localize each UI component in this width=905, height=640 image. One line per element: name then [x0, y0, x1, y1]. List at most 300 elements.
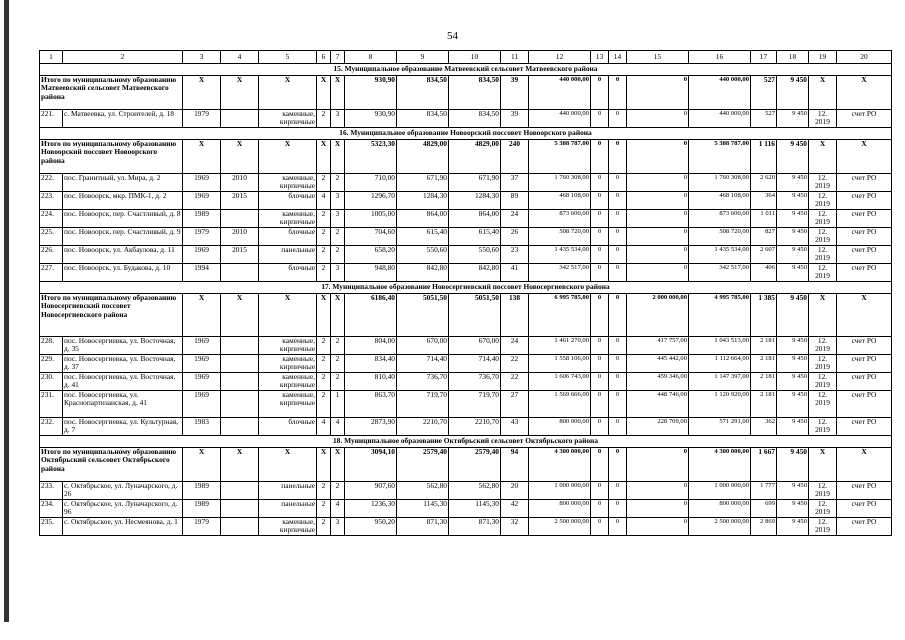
- total-cell: X: [317, 76, 331, 110]
- column-number: 17: [751, 51, 777, 64]
- total-cell: 2 000 000,00: [627, 294, 689, 337]
- table-cell: 1145,30: [397, 500, 449, 518]
- table-cell: 4: [317, 192, 331, 210]
- total-cell: X: [221, 294, 259, 337]
- total-cell: 0: [591, 294, 609, 337]
- total-cell: X: [259, 448, 317, 482]
- total-cell: X: [259, 294, 317, 337]
- table-cell: 2: [317, 518, 331, 536]
- column-number: 12: [529, 51, 591, 64]
- table-cell: 9 450: [777, 110, 809, 128]
- table-cell: пос. Новоорск, пер. Счастливый, д. 9: [63, 228, 183, 246]
- table-cell: панельные: [259, 482, 317, 500]
- table-cell: [221, 373, 259, 391]
- table-cell: 550,60: [449, 246, 501, 264]
- table-cell: 468 108,00: [529, 192, 591, 210]
- table-cell: 3: [331, 192, 345, 210]
- table-cell: 342 517,00: [689, 264, 751, 282]
- total-cell: 6 995 785,00: [529, 294, 591, 337]
- table-cell: 864,00: [397, 210, 449, 228]
- total-cell: 0: [627, 140, 689, 174]
- total-cell: 834,50: [397, 76, 449, 110]
- table-cell: 0: [591, 518, 609, 536]
- register-table: [39, 50, 892, 536]
- total-cell: X: [221, 140, 259, 174]
- table-cell: счет РО: [837, 110, 892, 128]
- table-cell: [221, 500, 259, 518]
- table-cell: 948,80: [345, 264, 397, 282]
- table-cell: 417 757,00: [627, 337, 689, 355]
- table-cell: 9 450: [777, 373, 809, 391]
- table-cell: 0: [627, 482, 689, 500]
- table-cell: 873 600,00: [529, 210, 591, 228]
- table-cell: 448 746,00: [627, 391, 689, 418]
- table-cell: 1979: [183, 110, 221, 128]
- table-cell: блочные: [259, 418, 317, 436]
- section-total-row: [40, 140, 892, 174]
- table-cell: 0: [591, 228, 609, 246]
- table-cell: 0: [627, 500, 689, 518]
- table-cell: 2873,90: [345, 418, 397, 436]
- table-cell: 871,30: [397, 518, 449, 536]
- table-cell: счет РО: [837, 192, 892, 210]
- table-cell: 571 291,00: [689, 418, 751, 436]
- table-cell: 1969: [183, 355, 221, 373]
- table-cell: пос. Гранитный, ул. Мира, д. 2: [63, 174, 183, 192]
- total-cell: X: [317, 140, 331, 174]
- table-cell: 0: [627, 210, 689, 228]
- table-cell: 406: [751, 264, 777, 282]
- table-cell: счет РО: [837, 482, 892, 500]
- table-row: [40, 391, 892, 418]
- column-number: 1: [40, 51, 63, 64]
- table-cell: 1 043 513,00: [689, 337, 751, 355]
- table-row: [40, 337, 892, 355]
- total-cell: 0: [609, 140, 627, 174]
- table-cell: 9 450: [777, 228, 809, 246]
- total-cell: X: [809, 294, 837, 337]
- table-row: [40, 192, 892, 210]
- table-cell: 2210,70: [397, 418, 449, 436]
- table-cell: 670,00: [397, 337, 449, 355]
- table-cell: 9 450: [777, 192, 809, 210]
- table-row: [40, 373, 892, 391]
- table-cell: 9 450: [777, 264, 809, 282]
- total-cell: 9 450: [777, 140, 809, 174]
- table-cell: 834,40: [345, 355, 397, 373]
- table-cell: 0: [609, 391, 627, 418]
- total-cell: 0: [591, 448, 609, 482]
- table-cell: 1284,30: [397, 192, 449, 210]
- total-cell: X: [331, 448, 345, 482]
- table-cell: 9 450: [777, 500, 809, 518]
- table-cell: счет РО: [837, 355, 892, 373]
- table-cell: 0: [591, 210, 609, 228]
- total-cell: 9 450: [777, 448, 809, 482]
- table-cell: 2: [317, 174, 331, 192]
- table-cell: 22: [501, 355, 529, 373]
- table-cell: 1969: [183, 391, 221, 418]
- table-cell: [221, 418, 259, 436]
- table-cell: 0: [627, 192, 689, 210]
- table-cell: 714,40: [397, 355, 449, 373]
- total-label: Итого по муниципальному образованию Матвеевский сельсовет Матвеевского района: [40, 76, 183, 110]
- total-cell: X: [221, 76, 259, 110]
- table-cell: 1 760 308,00: [529, 174, 591, 192]
- table-cell: 1969: [183, 174, 221, 192]
- column-number: 15: [627, 51, 689, 64]
- table-cell: счет РО: [837, 391, 892, 418]
- table-cell: 1989: [183, 482, 221, 500]
- total-label: Итого по муниципальному образованию Новосергиевский поссовет Новосергиевского района: [40, 294, 183, 337]
- table-cell: 227.: [40, 264, 63, 282]
- table-cell: 225.: [40, 228, 63, 246]
- table-cell: 671,90: [397, 174, 449, 192]
- table-cell: счет РО: [837, 246, 892, 264]
- table-cell: 12. 2019: [809, 355, 837, 373]
- table-cell: 12. 2019: [809, 228, 837, 246]
- table-cell: каменные, кирпичные: [259, 391, 317, 418]
- table-cell: 0: [591, 391, 609, 418]
- table-cell: каменные, кирпичные: [259, 518, 317, 536]
- table-cell: 231.: [40, 391, 63, 418]
- table-cell: 0: [591, 337, 609, 355]
- table-cell: 9 450: [777, 418, 809, 436]
- table-row: [40, 174, 892, 192]
- total-cell: 0: [627, 76, 689, 110]
- table-row: [40, 482, 892, 500]
- table-cell: 3: [331, 110, 345, 128]
- table-cell: 228 709,00: [627, 418, 689, 436]
- table-row: [40, 418, 892, 436]
- table-cell: 2: [317, 391, 331, 418]
- table-cell: 3: [331, 210, 345, 228]
- column-number: 20: [837, 51, 892, 64]
- table-cell: пос. Новоорск, ул. Акбаулова, д. 11: [63, 246, 183, 264]
- total-cell: 240: [501, 140, 529, 174]
- table-cell: 1979: [183, 518, 221, 536]
- table-cell: 20: [501, 482, 529, 500]
- table-cell: 440 000,00: [529, 110, 591, 128]
- table-cell: 42: [501, 500, 529, 518]
- table-cell: 719,70: [397, 391, 449, 418]
- total-cell: X: [183, 294, 221, 337]
- table-cell: 9 450: [777, 210, 809, 228]
- table-cell: 800 000,00: [529, 500, 591, 518]
- table-cell: 0: [591, 110, 609, 128]
- table-cell: 226.: [40, 246, 63, 264]
- total-cell: 3094,10: [345, 448, 397, 482]
- page-number: 54: [447, 30, 458, 42]
- table-cell: [221, 518, 259, 536]
- table-cell: 864,00: [449, 210, 501, 228]
- section-title-row: [40, 128, 892, 140]
- table-row: [40, 210, 892, 228]
- column-number: 2: [63, 51, 183, 64]
- table-cell: 699: [751, 500, 777, 518]
- table-cell: пос. Новосергиевка, ул. Культурная, д. 7: [63, 418, 183, 436]
- table-cell: 2 181: [751, 337, 777, 355]
- total-cell: X: [183, 140, 221, 174]
- table-cell: 1 558 106,00: [529, 355, 591, 373]
- table-cell: [221, 337, 259, 355]
- table-cell: 1284,30: [449, 192, 501, 210]
- total-cell: 9 450: [777, 294, 809, 337]
- column-number: 18: [777, 51, 809, 64]
- table-cell: 0: [609, 373, 627, 391]
- table-cell: 2: [331, 228, 345, 246]
- table-cell: 670,00: [449, 337, 501, 355]
- total-cell: 0: [609, 294, 627, 337]
- table-cell: 907,60: [345, 482, 397, 500]
- section-total-row: [40, 76, 892, 110]
- table-cell: счет РО: [837, 418, 892, 436]
- table-cell: 827: [751, 228, 777, 246]
- column-number: 8: [345, 51, 397, 64]
- table-cell: счет РО: [837, 373, 892, 391]
- table-cell: 1994: [183, 264, 221, 282]
- total-cell: X: [331, 140, 345, 174]
- table-cell: 342 517,00: [529, 264, 591, 282]
- table-row: [40, 518, 892, 536]
- table-cell: 2015: [221, 192, 259, 210]
- section-title: 17. Муниципальное образование Новосергиевский поссовет Новосергиевского района: [40, 282, 892, 294]
- table-row: [40, 500, 892, 518]
- table-cell: панельные: [259, 246, 317, 264]
- table-cell: 0: [609, 246, 627, 264]
- table-cell: 0: [609, 264, 627, 282]
- table-cell: 736,70: [449, 373, 501, 391]
- total-cell: 1 116: [751, 140, 777, 174]
- table-cell: 228.: [40, 337, 63, 355]
- table-cell: 1 606 743,00: [529, 373, 591, 391]
- table-cell: 43: [501, 418, 529, 436]
- total-cell: 4829,00: [449, 140, 501, 174]
- table-cell: 0: [591, 373, 609, 391]
- table-cell: 508 720,00: [529, 228, 591, 246]
- table-row: [40, 228, 892, 246]
- total-cell: X: [837, 140, 892, 174]
- table-cell: 12. 2019: [809, 246, 837, 264]
- total-cell: 4829,00: [397, 140, 449, 174]
- total-cell: 0: [591, 76, 609, 110]
- table-cell: 863,70: [345, 391, 397, 418]
- table-cell: 0: [609, 174, 627, 192]
- table-cell: 12. 2019: [809, 337, 837, 355]
- table-cell: 1 435 534,00: [689, 246, 751, 264]
- table-cell: 0: [627, 264, 689, 282]
- table-row: [40, 355, 892, 373]
- total-cell: X: [183, 448, 221, 482]
- table-cell: 24: [501, 337, 529, 355]
- section-total-row: [40, 448, 892, 482]
- table-cell: счет РО: [837, 337, 892, 355]
- total-cell: 1 667: [751, 448, 777, 482]
- column-number: 7: [331, 51, 345, 64]
- table-cell: 2: [331, 373, 345, 391]
- table-cell: 834,50: [449, 110, 501, 128]
- table-cell: 222.: [40, 174, 63, 192]
- total-cell: 5051,50: [397, 294, 449, 337]
- table-cell: каменные, кирпичные: [259, 174, 317, 192]
- column-number: 16: [689, 51, 751, 64]
- table-cell: с. Октябрьское, ул. Луначарского, д. 26: [63, 482, 183, 500]
- table-cell: 229.: [40, 355, 63, 373]
- table-cell: 2015: [221, 246, 259, 264]
- section-title: 15. Муниципальное образование Матвеевский сельсовет Матвеевского района: [40, 64, 892, 76]
- table-cell: 1 777: [751, 482, 777, 500]
- table-cell: 1: [331, 391, 345, 418]
- column-number: 13: [591, 51, 609, 64]
- table-cell: 230.: [40, 373, 63, 391]
- table-cell: 1005,00: [345, 210, 397, 228]
- table-cell: 1 147 397,00: [689, 373, 751, 391]
- table-cell: 232.: [40, 418, 63, 436]
- total-cell: 930,90: [345, 76, 397, 110]
- table-cell: 1969: [183, 192, 221, 210]
- total-cell: 0: [591, 140, 609, 174]
- table-cell: 1 120 920,00: [689, 391, 751, 418]
- table-cell: 0: [609, 500, 627, 518]
- table-cell: 736,70: [397, 373, 449, 391]
- table-cell: панельные: [259, 500, 317, 518]
- table-cell: 800 000,00: [529, 418, 591, 436]
- table-cell: пос. Новосергиевка, ул. Восточная, д. 37: [63, 355, 183, 373]
- table-cell: 2: [317, 246, 331, 264]
- table-cell: 37: [501, 174, 529, 192]
- binding-bar: [4, 0, 9, 622]
- total-cell: 4 300 000,00: [529, 448, 591, 482]
- table-cell: 0: [609, 337, 627, 355]
- column-number: 6: [317, 51, 331, 64]
- table-cell: 12. 2019: [809, 418, 837, 436]
- table-cell: 9 450: [777, 246, 809, 264]
- table-cell: с. Октябрьское, ул. Несмеянова, д. 1: [63, 518, 183, 536]
- total-cell: 440 000,00: [529, 76, 591, 110]
- table-cell: 871,30: [449, 518, 501, 536]
- table-cell: 445 442,00: [627, 355, 689, 373]
- table-cell: [221, 210, 259, 228]
- total-cell: 5 388 787,00: [529, 140, 591, 174]
- table-cell: 671,90: [449, 174, 501, 192]
- column-number: 9: [397, 51, 449, 64]
- table-cell: 12. 2019: [809, 174, 837, 192]
- table-cell: 1979: [183, 228, 221, 246]
- table-cell: 2: [331, 337, 345, 355]
- total-cell: 2579,40: [397, 448, 449, 482]
- total-cell: 0: [627, 448, 689, 482]
- table-cell: 3: [331, 264, 345, 282]
- total-cell: X: [837, 448, 892, 482]
- table-cell: 842,80: [449, 264, 501, 282]
- table-cell: 1 461 270,00: [529, 337, 591, 355]
- total-cell: X: [317, 294, 331, 337]
- table-cell: 2 181: [751, 373, 777, 391]
- table-cell: 89: [501, 192, 529, 210]
- table-cell: 2: [317, 264, 331, 282]
- total-cell: 94: [501, 448, 529, 482]
- section-title: 16. Муниципальное образование Новоорский поссовет Новоорского района: [40, 128, 892, 140]
- table-cell: 0: [609, 192, 627, 210]
- table-cell: пос. Новосергиевка, ул. Восточная, д. 35: [63, 337, 183, 355]
- total-cell: 138: [501, 294, 529, 337]
- table-cell: 2 181: [751, 391, 777, 418]
- table-cell: 2: [317, 355, 331, 373]
- table-cell: 0: [591, 482, 609, 500]
- table-cell: 12. 2019: [809, 373, 837, 391]
- table-cell: 719,70: [449, 391, 501, 418]
- table-cell: 364: [751, 192, 777, 210]
- section-title: 18. Муниципальное образование Октябрьский сельсовет Октябрьского района: [40, 436, 892, 448]
- column-number-row: [40, 51, 892, 64]
- total-cell: X: [809, 140, 837, 174]
- table-cell: 2: [317, 210, 331, 228]
- table-cell: [221, 482, 259, 500]
- table-cell: пос. Новоорск, мкр. ПМК-1, д. 2: [63, 192, 183, 210]
- table-cell: с. Матвеевка, ул. Строителей, д. 18: [63, 110, 183, 128]
- total-cell: X: [221, 448, 259, 482]
- table-cell: 508 720,00: [689, 228, 751, 246]
- table-cell: 2: [331, 246, 345, 264]
- total-cell: X: [837, 294, 892, 337]
- total-cell: 9 450: [777, 76, 809, 110]
- table-cell: 4: [331, 500, 345, 518]
- table-cell: 24: [501, 210, 529, 228]
- table-cell: 0: [627, 228, 689, 246]
- table-cell: 0: [609, 210, 627, 228]
- total-cell: 1 385: [751, 294, 777, 337]
- table-cell: счет РО: [837, 264, 892, 282]
- table-cell: 804,00: [345, 337, 397, 355]
- table-cell: 1 112 664,00: [689, 355, 751, 373]
- table-cell: 2 607: [751, 246, 777, 264]
- table-cell: 2: [331, 174, 345, 192]
- total-cell: 4 300 000,00: [689, 448, 751, 482]
- table-cell: 0: [591, 355, 609, 373]
- table-cell: 0: [627, 174, 689, 192]
- table-cell: 2: [317, 337, 331, 355]
- table-cell: пос. Новоорск, пер. Счастливый, д. 8: [63, 210, 183, 228]
- table-cell: пос. Новосергиевка, ул. Восточная, д. 41: [63, 373, 183, 391]
- total-cell: X: [837, 76, 892, 110]
- table-row: [40, 264, 892, 282]
- table-cell: 2: [317, 228, 331, 246]
- table-cell: 0: [591, 246, 609, 264]
- table-cell: счет РО: [837, 228, 892, 246]
- table-cell: 842,80: [397, 264, 449, 282]
- table-cell: 930,90: [345, 110, 397, 128]
- table-cell: каменные, кирпичные: [259, 355, 317, 373]
- total-cell: 2579,40: [449, 448, 501, 482]
- table-cell: 0: [609, 355, 627, 373]
- table-cell: 0: [591, 192, 609, 210]
- total-cell: X: [183, 76, 221, 110]
- section-title-row: [40, 436, 892, 448]
- column-number: 14: [609, 51, 627, 64]
- table-cell: 12. 2019: [809, 210, 837, 228]
- table-cell: 23: [501, 246, 529, 264]
- table-cell: 0: [627, 246, 689, 264]
- table-cell: 2: [317, 110, 331, 128]
- table-cell: 527: [751, 110, 777, 128]
- table-cell: 1969: [183, 337, 221, 355]
- table-cell: 1 435 534,00: [529, 246, 591, 264]
- table-cell: 27: [501, 391, 529, 418]
- table-cell: 2 500 000,00: [689, 518, 751, 536]
- table-cell: 1145,30: [449, 500, 501, 518]
- total-cell: X: [259, 76, 317, 110]
- table-cell: 0: [591, 500, 609, 518]
